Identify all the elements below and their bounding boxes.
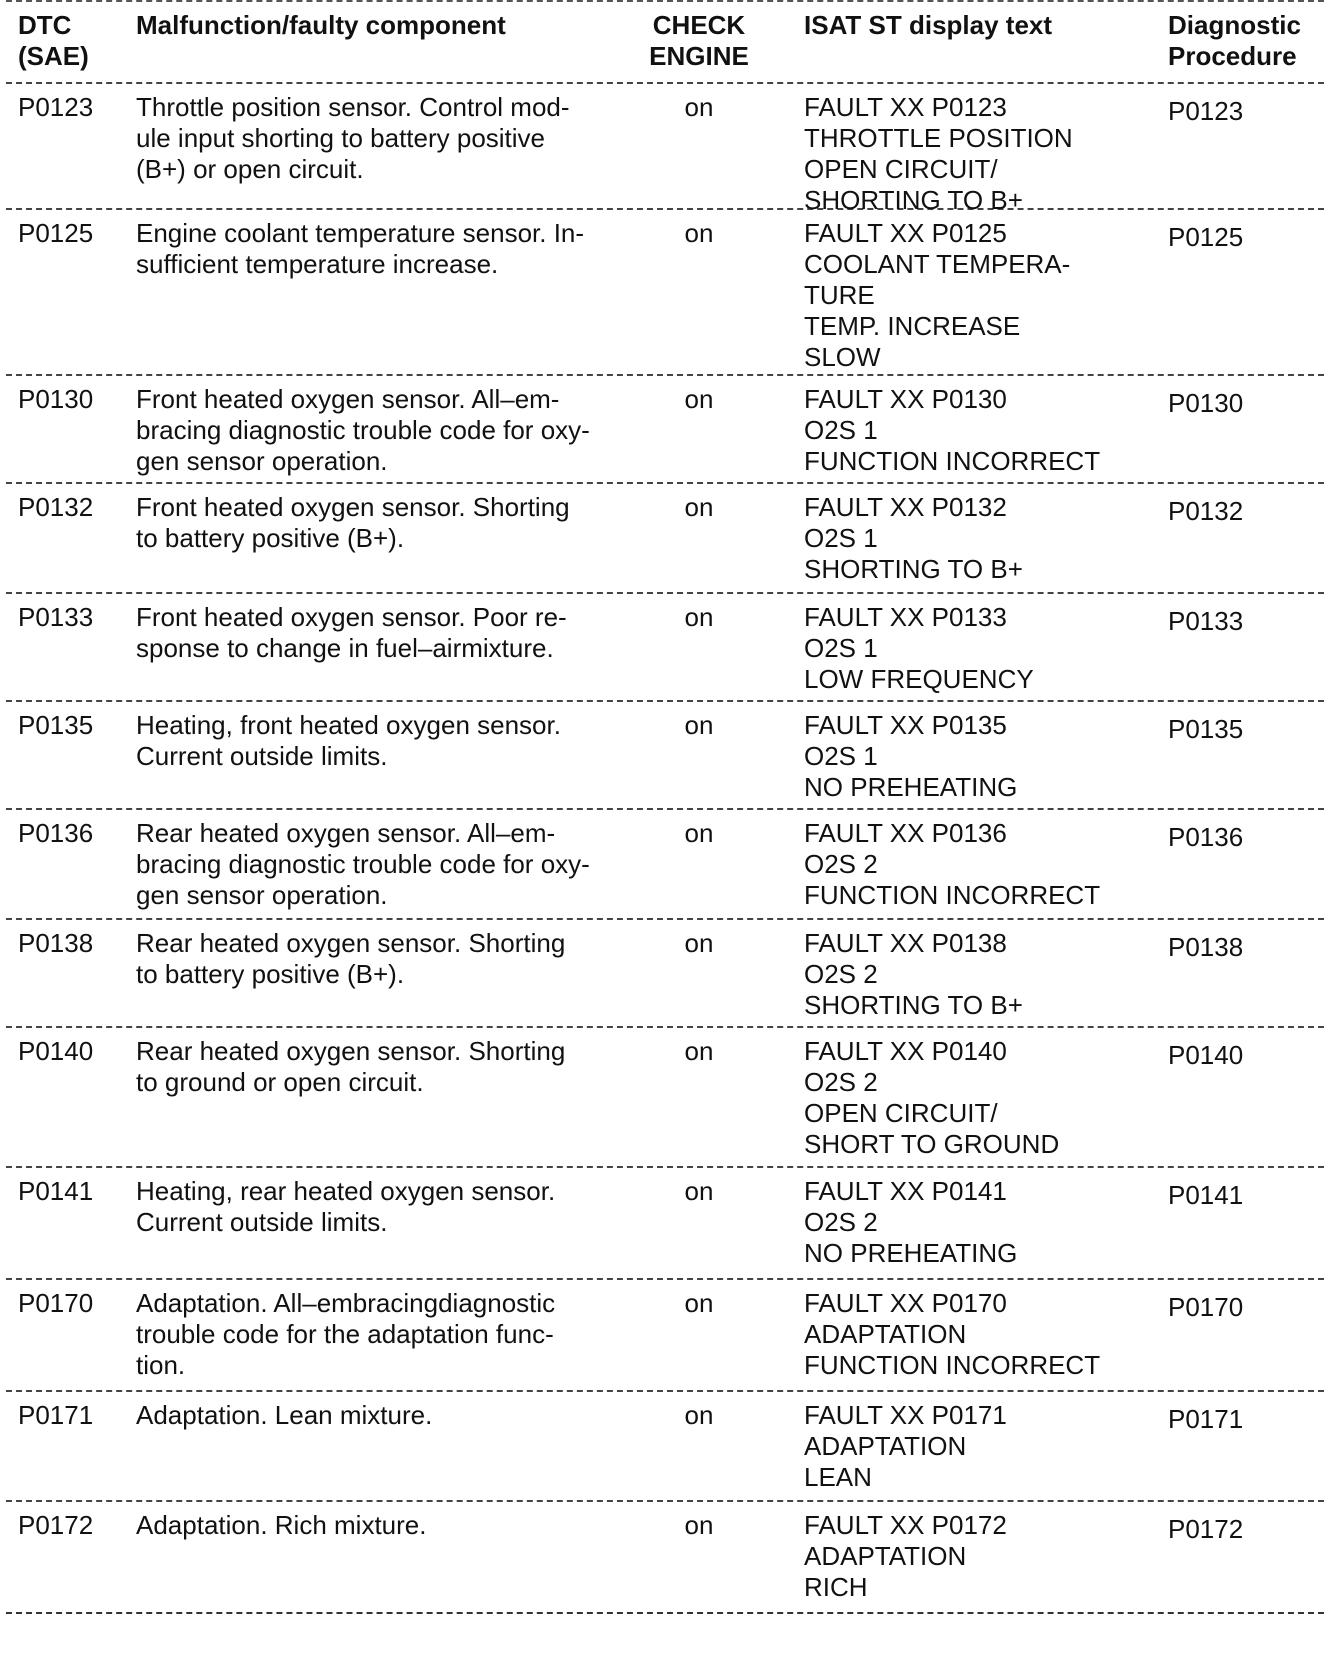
procedure-code: P0133 (1168, 606, 1244, 636)
check-engine-value: on (684, 384, 714, 414)
check-engine-value: on (684, 1510, 714, 1540)
table-row (6, 210, 1324, 376)
check-engine-value: on (684, 492, 714, 522)
dtc-code: P0135 (18, 710, 94, 740)
procedure-code: P0130 (1168, 388, 1244, 418)
isat-text: FAULT XX P0130 O2S 1 FUNCTION INCORRECT (804, 384, 1101, 476)
procedure-code: P0140 (1168, 1040, 1244, 1070)
dtc-code: P0141 (18, 1176, 94, 1206)
component-text: Rear heated oxygen sensor. Shorting to ground or open circuit. (136, 1036, 566, 1097)
component-text: Heating, front heated oxygen sensor. Current outside limits. (136, 710, 561, 771)
check-engine-value: on (684, 928, 714, 958)
table-row (6, 484, 1324, 594)
isat-text: FAULT XX P0133 O2S 1 LOW FREQUENCY (804, 602, 1034, 694)
table-row (6, 376, 1324, 484)
dtc-code: P0130 (18, 384, 94, 414)
dtc-code: P0138 (18, 928, 94, 958)
isat-text: FAULT XX P0170 ADAPTATION FUNCTION INCORRECT (804, 1288, 1101, 1380)
dtc-code: P0132 (18, 492, 94, 522)
table-row (6, 1392, 1324, 1502)
dtc-code: P0171 (18, 1400, 94, 1430)
component-text: Front heated oxygen sensor. Shorting to battery positive (B+). (136, 492, 570, 553)
dtc-code: P0133 (18, 602, 94, 632)
dtc-code: P0140 (18, 1036, 94, 1066)
check-engine-value: on (684, 1288, 714, 1318)
isat-text: FAULT XX P0135 O2S 1 NO PREHEATING (804, 710, 1018, 802)
isat-text: FAULT XX P0138 O2S 2 SHORTING TO B+ (804, 928, 1023, 1020)
procedure-code: P0171 (1168, 1404, 1244, 1434)
table-row (6, 702, 1324, 810)
procedure-code: P0135 (1168, 714, 1244, 744)
check-engine-value: on (684, 710, 714, 740)
isat-text: FAULT XX P0172 ADAPTATION RICH (804, 1510, 1007, 1602)
table-row (6, 920, 1324, 1028)
procedure-code: P0172 (1168, 1514, 1244, 1544)
component-text: Throttle position sensor. Control mod- ule input shorting to battery positive (B+) or open circuit. (136, 92, 570, 184)
isat-text: FAULT XX P0171 ADAPTATION LEAN (804, 1400, 1007, 1492)
procedure-code: P0138 (1168, 932, 1244, 962)
check-engine-value: on (684, 1400, 714, 1430)
component-text: Heating, rear heated oxygen sensor. Current outside limits. (136, 1176, 556, 1237)
table-row (6, 1502, 1324, 1614)
component-text: Front heated oxygen sensor. Poor re- sponse to change in fuel–airmixture. (136, 602, 567, 663)
check-engine-value: on (684, 92, 714, 122)
dtc-code: P0170 (18, 1288, 94, 1318)
component-text: Engine coolant temperature sensor. In- sufficient temperature increase. (136, 218, 585, 279)
component-text: Rear heated oxygen sensor. Shorting to battery positive (B+). (136, 928, 566, 989)
procedure-code: P0170 (1168, 1292, 1244, 1322)
procedure-code: P0132 (1168, 496, 1244, 526)
check-engine-value: on (684, 218, 714, 248)
header-isat: ISAT ST display text (804, 10, 1053, 40)
header-check-engine: CHECK ENGINE (649, 10, 749, 71)
isat-text: FAULT XX P0140 O2S 2 OPEN CIRCUIT/ SHORT TO GROUND (804, 1036, 1060, 1159)
procedure-code: P0123 (1168, 96, 1244, 126)
table-row (6, 84, 1324, 215)
isat-text: FAULT XX P0132 O2S 1 SHORTING TO B+ (804, 492, 1023, 584)
procedure-code: P0141 (1168, 1180, 1244, 1210)
dtc-code: P0123 (18, 92, 94, 122)
component-text: Adaptation. All–embracingdiagnostic trouble code for the adaptation func- tion. (136, 1288, 556, 1380)
table-row (6, 594, 1324, 702)
dtc-code: P0136 (18, 818, 94, 848)
table-row (6, 1280, 1324, 1392)
component-text: Rear heated oxygen sensor. All–em- bracing diagnostic trouble code for oxy- gen sensor operation. (136, 818, 590, 910)
isat-text: FAULT XX P0136 O2S 2 FUNCTION INCORRECT (804, 818, 1101, 910)
header-component: Malfunction/faulty component (136, 10, 506, 40)
check-engine-value: on (684, 1036, 714, 1066)
procedure-code: P0136 (1168, 822, 1244, 852)
isat-text: FAULT XX P0123 THROTTLE POSITION OPEN CIRCUIT/ SHORTING TO B+ (804, 92, 1073, 215)
table-row (6, 1028, 1324, 1168)
table-row (6, 1168, 1324, 1280)
check-engine-value: on (684, 818, 714, 848)
component-text: Adaptation. Rich mixture. (136, 1510, 427, 1540)
component-text: Adaptation. Lean mixture. (136, 1400, 433, 1430)
check-engine-value: on (684, 602, 714, 632)
dtc-code: P0125 (18, 218, 94, 248)
isat-text: FAULT XX P0125 COOLANT TEMPERA- TURE TEMP. INCREASE SLOW (804, 218, 1071, 372)
procedure-code: P0125 (1168, 222, 1244, 252)
check-engine-value: on (684, 1176, 714, 1206)
table-row (6, 810, 1324, 920)
component-text: Front heated oxygen sensor. All–em- bracing diagnostic trouble code for oxy- gen sensor operation. (136, 384, 590, 476)
dtc-code: P0172 (18, 1510, 94, 1540)
isat-text: FAULT XX P0141 O2S 2 NO PREHEATING (804, 1176, 1018, 1268)
table-header (6, 0, 1324, 84)
header-procedure: Diagnostic Procedure (1168, 10, 1301, 71)
header-dtc: DTC (SAE) (18, 10, 89, 71)
